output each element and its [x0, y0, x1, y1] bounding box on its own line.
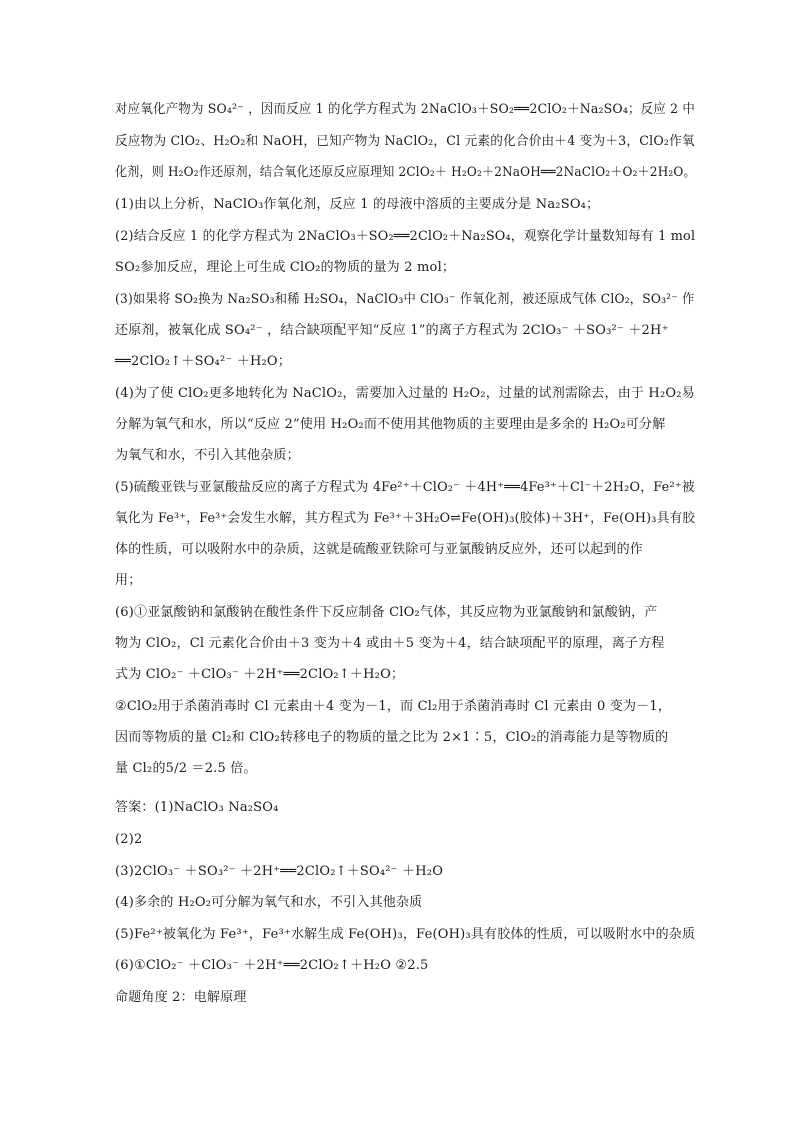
text-line: SO₂参加反应，理论上可生成 ClO₂的物质的量为 2 mol；: [115, 260, 456, 275]
text-line: 用；: [115, 573, 142, 588]
text-line: (1)由以上分析，NaClO₃作氧化剂，反应 1 的母液中溶质的主要成分是 Na₂SO₄；: [115, 197, 600, 212]
text-line: (4)为了使 ClO₂更多地转化为 NaClO₂，需要加入过量的 H₂O₂，过量的试剂需除去，由于 H₂O₂易: [115, 386, 695, 401]
text-line: (6)①亚氯酸钠和氯酸钠在酸性条件下反应制备 ClO₂气体，其反应物为亚氯酸钠和氯酸钠，产: [115, 605, 658, 620]
text-line: ══2ClO₂↑＋SO₄²⁻ ＋H₂O；: [115, 354, 291, 369]
answer-line: (5)Fe²⁺被氧化为 Fe³⁺，Fe³⁺水解生成 Fe(OH)₃，Fe(OH)₃具有胶体的性质，可以吸附水中的杂质: [115, 927, 696, 942]
text-line: ②ClO₂用于杀菌消毒时 Cl 元素由＋4 变为－1，而 Cl₂用于杀菌消毒时 Cl 元素由 0 变为－1，: [115, 699, 672, 714]
text-line: 氧化为 Fe³⁺，Fe³⁺会发生水解，其方程式为 Fe³⁺＋3H₂O⇌Fe(OH)₃(胶体)＋3H⁺，Fe(OH)₃具有胶: [115, 511, 696, 526]
answer-line: (6)①ClO₂⁻ ＋ClO₃⁻ ＋2H⁺══2ClO₂↑＋H₂O ②2.5: [115, 958, 429, 973]
text-line: 因而等物质的量 Cl₂和 ClO₂转移电子的物质的量之比为 2×1∶5，ClO₂的消毒能力是等物质的: [115, 730, 669, 745]
text-line: 体的性质，可以吸附水中的杂质，这就是硫酸亚铁除可与亚氯酸钠反应外，还可以起到的作: [115, 542, 644, 557]
answer-line: (4)多余的 H₂O₂可分解为氧气和水，不引入其他杂质: [115, 895, 423, 910]
text-line: 化剂，则 H₂O₂作还原剂，结合氧化还原反应原理知 2ClO₂＋ H₂O₂＋2NaOH══2NaClO₂＋O₂＋2H₂O。: [115, 165, 696, 180]
answer-heading: 答案：(1)NaClO₃ Na₂SO₄: [115, 800, 279, 815]
answer-line: (2)2: [115, 832, 143, 847]
text-line: (3)如果将 SO₂换为 Na₂SO₃和稀 H₂SO₄，NaClO₃中 ClO₃⁻ 作氧化剂，被还原成气体 ClO₂，SO₃²⁻ 作: [115, 292, 695, 307]
text-line: 对应氧化产物为 SO₄²⁻ ，因而反应 1 的化学方程式为 2NaClO₃＋SO₂══2ClO₂＋Na₂SO₄；反应 2 中: [115, 102, 696, 117]
text-line: (2)结合反应 1 的化学方程式为 2NaClO₃＋SO₂══2ClO₂＋Na₂SO₄，观察化学计量数知每有 1 mol: [115, 229, 696, 244]
text-line: 式为 ClO₂⁻ ＋ClO₃⁻ ＋2H⁺══2ClO₂↑＋H₂O；: [115, 667, 405, 682]
text-line: 物为 ClO₂，Cl 元素化合价由＋3 变为＋4 或由＋5 变为＋4，结合缺项配平的原理，离子方程: [115, 636, 665, 651]
text-line: 分解为氧气和水，所以“反应 2”使用 H₂O₂而不使用其他物质的主要理由是多余的 H₂O₂可分解: [115, 417, 666, 432]
section-heading: 命题角度 2：电解原理: [115, 990, 247, 1005]
text-line: 还原剂，被氧化成 SO₄²⁻ ，结合缺项配平知“反应 1”的离子方程式为 2ClO₃⁻ ＋SO₃²⁻ ＋2H⁺: [115, 323, 669, 338]
text-line: 反应物为 ClO₂、H₂O₂和 NaOH，已知产物为 NaClO₂，Cl 元素的化合价由＋4 变为＋3，ClO₂作氧: [115, 134, 695, 149]
text-line: (5)硫酸亚铁与亚氯酸盐反应的离子方程式为 4Fe²⁺＋ClO₂⁻ ＋4H⁺══4Fe³⁺＋Cl⁻＋2H₂O，Fe²⁺被: [115, 480, 695, 495]
text-line: 为氧气和水，不引入其他杂质；: [115, 448, 300, 463]
text-line: 量 Cl₂的5/2 ＝2.5 倍。: [115, 761, 257, 776]
answer-line: (3)2ClO₃⁻ ＋SO₃²⁻ ＋2H⁺══2ClO₂↑＋SO₄²⁻ ＋H₂O: [115, 864, 444, 879]
